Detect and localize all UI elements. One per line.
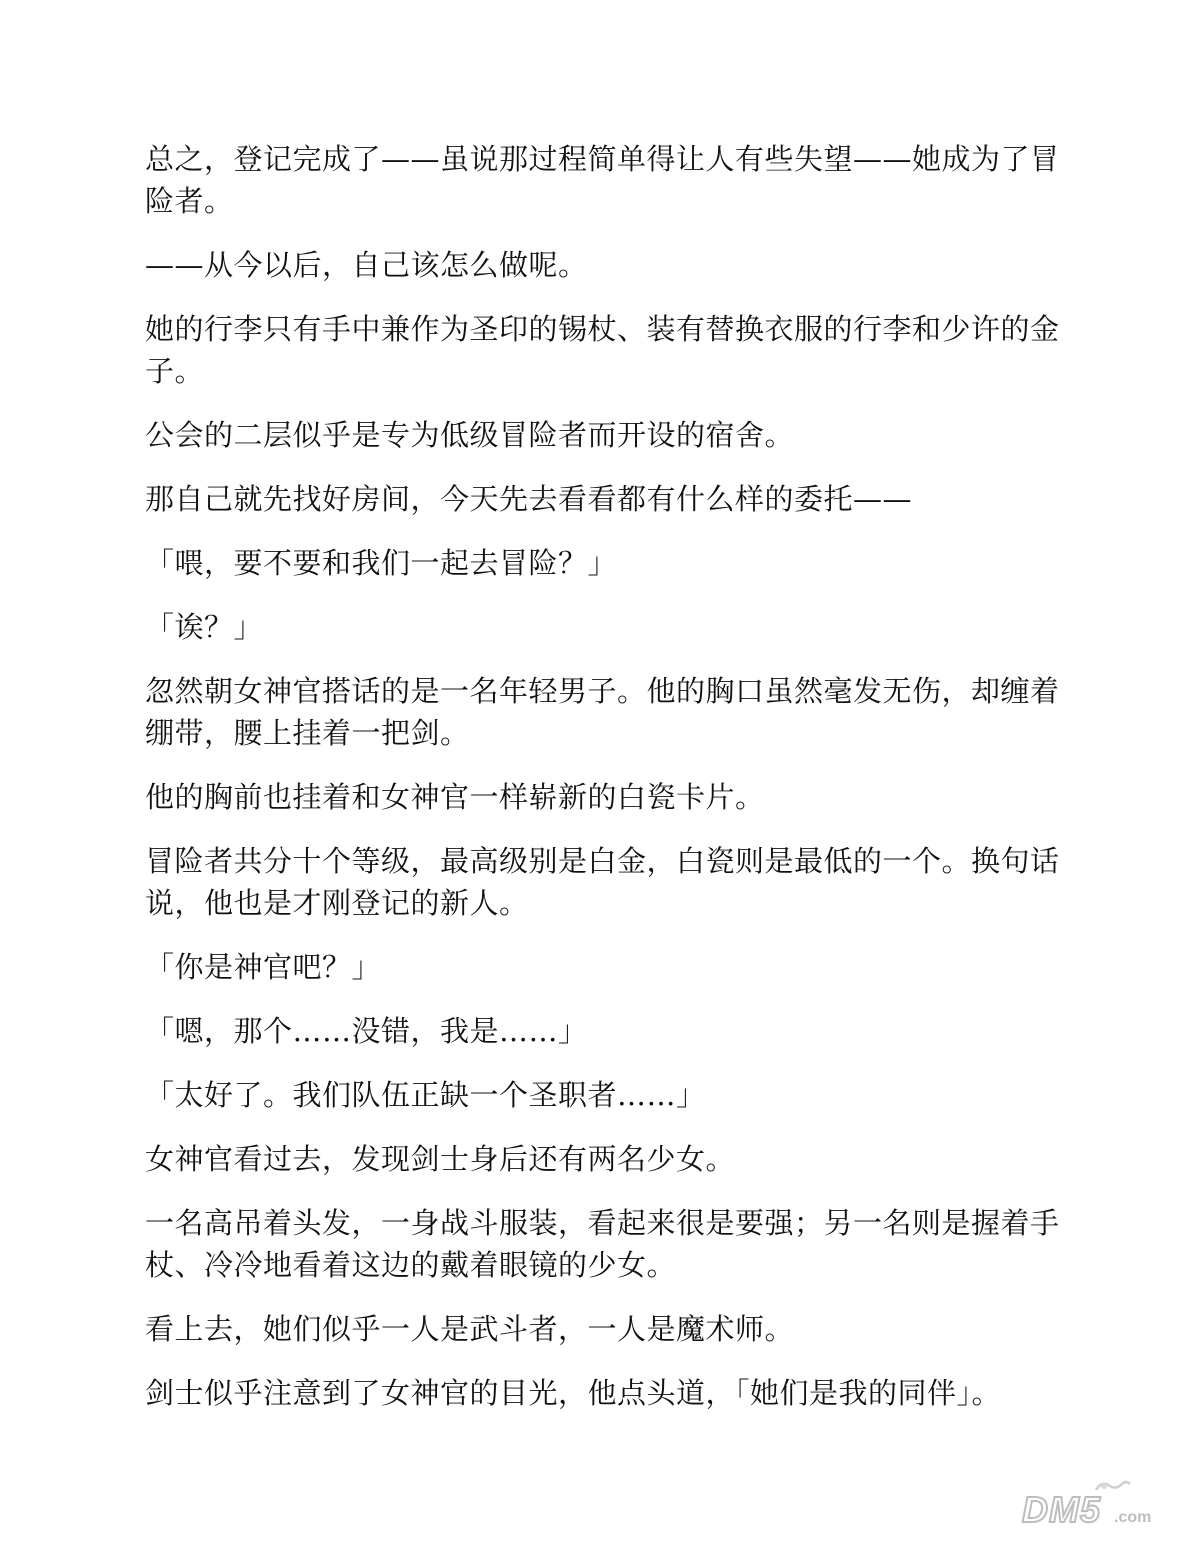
paragraph: 「嗯，那个……没错，我是……」 (145, 1014, 588, 1048)
paragraph: 「喂，要不要和我们一起去冒险？」 (145, 546, 618, 580)
paragraph: 她的行李只有手中兼作为圣印的锡杖、装有替换衣服的行李和少许的金子。 (145, 312, 1060, 388)
paragraph: 公会的二层似乎是专为低级冒险者而开设的宿舍。 (145, 418, 795, 452)
paragraph: 他的胸前也挂着和女神官一样崭新的白瓷卡片。 (145, 780, 765, 814)
paragraph: 冒险者共分十个等级，最高级别是白金，白瓷则是最低的一个。换句话说，他也是才刚登记的新人。 (145, 844, 1060, 920)
paragraph: 女神官看过去，发现剑士身后还有两名少女。 (145, 1142, 736, 1176)
paragraph: 一名高吊着头发，一身战斗服装，看起来很是要强；另一名则是握着手杖、冷冷地看着这边的戴着眼镜的少女。 (145, 1206, 1060, 1282)
paragraph: 「你是神官吧？」 (145, 950, 382, 984)
paragraph: 那自己就先找好房间，今天先去看看都有什么样的委托—— (145, 482, 913, 516)
paragraph: 「太好了。我们队伍正缺一个圣职者……」 (145, 1078, 706, 1112)
body-text (145, 138, 1060, 1436)
watermark-logo (1018, 1476, 1158, 1532)
svg-text:.com: .com (1114, 1509, 1152, 1526)
paragraph: 看上去，她们似乎一人是武斗者，一人是魔术师。 (145, 1312, 795, 1346)
paragraph: 「诶？」 (145, 610, 264, 644)
paragraph: 剑士似乎注意到了女神官的目光，他点头道，「她们是我的同伴」。 (145, 1376, 1002, 1410)
paragraph: 忽然朝女神官搭话的是一名年轻男子。他的胸口虽然毫发无伤，却缠着绷带，腰上挂着一把剑。 (145, 674, 1060, 750)
paragraph: ——从今以后，自己该怎么做呢。 (145, 248, 588, 282)
paragraph: 总之，登记完成了——虽说那过程简单得让人有些失望——她成为了冒险者。 (145, 142, 1060, 218)
svg-text:DM5: DM5 (1022, 1489, 1102, 1530)
